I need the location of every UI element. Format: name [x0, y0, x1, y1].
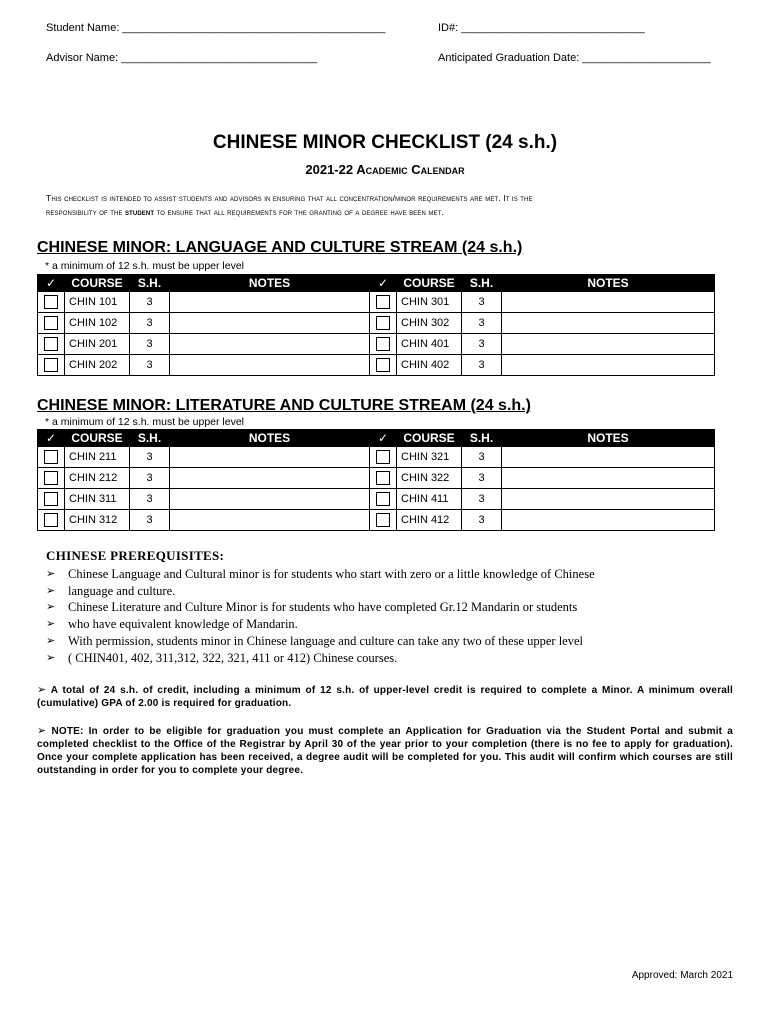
- table-row: [38, 334, 715, 355]
- intro-emphasis: student: [125, 207, 155, 217]
- checkbox-cell[interactable]: [370, 510, 397, 531]
- course-cell: CHIN 101: [65, 292, 130, 313]
- checkbox-cell[interactable]: [38, 292, 65, 313]
- notes-cell[interactable]: [170, 292, 370, 313]
- table-row: [38, 292, 715, 313]
- course-cell: CHIN 102: [65, 313, 130, 334]
- table-row: [38, 510, 715, 531]
- checkbox[interactable]: [376, 295, 390, 309]
- checkbox-cell[interactable]: [370, 313, 397, 334]
- checkbox[interactable]: [44, 450, 58, 464]
- checkbox[interactable]: [44, 492, 58, 506]
- section-title-literature: CHINESE MINOR: LITERATURE AND CULTURE STREAM (24 s.h.): [37, 397, 531, 414]
- notes-cell[interactable]: [502, 447, 715, 468]
- sh-cell: 3: [462, 355, 502, 376]
- arrow-bullet-icon: ➢: [46, 617, 56, 631]
- sh-cell: 3: [462, 334, 502, 355]
- arrow-bullet-icon: ➢: [46, 633, 56, 647]
- notes-cell[interactable]: [170, 447, 370, 468]
- notes-cell[interactable]: [502, 292, 715, 313]
- notes-cell[interactable]: [170, 510, 370, 531]
- checkbox[interactable]: [44, 337, 58, 351]
- course-cell: CHIN 401: [397, 334, 462, 355]
- checkbox-cell[interactable]: [370, 334, 397, 355]
- graduation-note-text: NOTE: In order to be eligible for graduation you must complete an Application for Graduation via the Student Portal and submit a completed checklist to the Office of the Registrar by April 30 of the year prior to your completion (there is no fee to apply for graduation). Once your complete application has been received, a degree audit will be completed for you. This audit will confirm which courses are still outstanding in order for you to complete your degree.: [37, 726, 733, 776]
- notes-cell[interactable]: [170, 313, 370, 334]
- section-note-language: * a minimum of 12 s.h. must be upper level: [45, 260, 245, 272]
- course-header: COURSE: [65, 430, 130, 447]
- table-row: [38, 355, 715, 376]
- student-name-field: Student Name: ___________________________________________: [46, 22, 386, 34]
- notes-cell[interactable]: [502, 313, 715, 334]
- course-cell: CHIN 402: [397, 355, 462, 376]
- course-cell: CHIN 412: [397, 510, 462, 531]
- checkbox[interactable]: [44, 316, 58, 330]
- sh-header: S.H.: [130, 275, 170, 292]
- checkbox[interactable]: [376, 358, 390, 372]
- page-title: CHINESE MINOR CHECKLIST (24 s.h.): [212, 132, 558, 153]
- list-item: [46, 616, 686, 633]
- notes-cell[interactable]: [502, 468, 715, 489]
- notes-cell[interactable]: [502, 355, 715, 376]
- course-header: COURSE: [65, 275, 130, 292]
- sh-cell: 3: [130, 468, 170, 489]
- checkbox[interactable]: [44, 471, 58, 485]
- course-cell: CHIN 411: [397, 489, 462, 510]
- arrow-bullet-icon: ➢: [46, 650, 56, 664]
- sh-cell: 3: [130, 313, 170, 334]
- arrow-bullet-icon: ➢: [46, 600, 56, 614]
- checkbox[interactable]: [376, 471, 390, 485]
- prerequisite-text: With permission, students minor in Chinese language and culture can take any two of these upper level: [68, 633, 583, 648]
- arrow-bullet-icon: ➢: [46, 567, 56, 580]
- sh-cell: 3: [462, 468, 502, 489]
- prerequisite-text: who have equivalent knowledge of Mandarin.: [68, 617, 298, 632]
- notes-cell[interactable]: [170, 489, 370, 510]
- checkbox[interactable]: [376, 492, 390, 506]
- sh-cell: 3: [130, 355, 170, 376]
- id-field: ID#: ______________________________: [438, 22, 645, 34]
- checkbox-cell[interactable]: [38, 334, 65, 355]
- checkbox-cell[interactable]: [370, 355, 397, 376]
- table-header-row: [38, 275, 715, 292]
- notes-header: NOTES: [502, 275, 715, 292]
- course-header: COURSE: [397, 430, 462, 447]
- sh-cell: 3: [130, 292, 170, 313]
- checkbox[interactable]: [44, 513, 58, 527]
- arrow-bullet-icon: ➢: [46, 583, 56, 597]
- table-row: [38, 489, 715, 510]
- checkbox[interactable]: [376, 513, 390, 527]
- list-item: [46, 650, 686, 667]
- intro-line-2a: responsibility of the: [46, 207, 126, 217]
- list-item: [46, 633, 686, 650]
- prerequisite-text: Chinese Literature and Culture Minor is for students who have completed Gr.12 Mandarin or students: [68, 600, 578, 615]
- course-cell: CHIN 312: [65, 510, 130, 531]
- checkbox-cell[interactable]: [370, 447, 397, 468]
- sh-cell: 3: [130, 334, 170, 355]
- course-cell: CHIN 212: [65, 468, 130, 489]
- checkbox[interactable]: [44, 295, 58, 309]
- list-item: [46, 583, 686, 600]
- table-row: [38, 468, 715, 489]
- arrow-bullet-icon: ➢: [37, 724, 47, 737]
- sh-cell: 3: [130, 489, 170, 510]
- notes-header: NOTES: [502, 430, 715, 447]
- intro-line-1: This checklist is intended to assist students and advisors in ensuring that all concentration/minor requirements are met. It is the: [46, 193, 533, 203]
- credit-requirement-text: A total of 24 s.h. of credit, including a minimum of 12 s.h. of upper-level credit is required to complete a Minor. A minimum overall (cumulative) GPA of 2.00 is required for graduation.: [37, 685, 733, 709]
- notes-cell[interactable]: [170, 334, 370, 355]
- checkbox-cell[interactable]: [38, 447, 65, 468]
- checkbox[interactable]: [376, 316, 390, 330]
- check-header: ✓: [370, 430, 397, 447]
- course-cell: CHIN 311: [65, 489, 130, 510]
- sh-cell: 3: [130, 447, 170, 468]
- sh-cell: 3: [462, 313, 502, 334]
- checkbox[interactable]: [44, 358, 58, 372]
- sh-cell: 3: [462, 447, 502, 468]
- page-subtitle: 2021-22 Academic Calendar: [305, 162, 465, 177]
- checkbox-cell[interactable]: [38, 355, 65, 376]
- prerequisite-text: ( CHIN401, 402, 311,312, 322, 321, 411 or 412) Chinese courses.: [68, 650, 398, 665]
- checkbox-cell[interactable]: [38, 313, 65, 334]
- list-item: [46, 566, 686, 583]
- course-cell: CHIN 321: [397, 447, 462, 468]
- checkbox-cell[interactable]: [370, 468, 397, 489]
- course-cell: CHIN 302: [397, 313, 462, 334]
- prerequisites-block: [46, 548, 686, 666]
- checkbox-cell[interactable]: [370, 489, 397, 510]
- check-header: ✓: [370, 275, 397, 292]
- checkbox-cell[interactable]: [38, 510, 65, 531]
- notes-cell[interactable]: [502, 334, 715, 355]
- sh-header: S.H.: [462, 430, 502, 447]
- course-cell: CHIN 301: [397, 292, 462, 313]
- prerequisite-text: Chinese Language and Cultural minor is for students who start with zero or a little knowledge of Chinese: [68, 567, 595, 581]
- sh-cell: 3: [130, 510, 170, 531]
- prerequisites-title: CHINESE PREREQUISITES:: [46, 548, 225, 563]
- intro-line-2: [46, 205, 736, 219]
- credit-requirement-note: [37, 683, 733, 710]
- checkbox[interactable]: [376, 337, 390, 351]
- intro-line-2c: to ensure that all requirements for the granting of a degree have been met.: [154, 207, 444, 217]
- notes-header: NOTES: [170, 275, 370, 292]
- sh-header: S.H.: [462, 275, 502, 292]
- prerequisites-list: [46, 566, 686, 666]
- notes-cell[interactable]: [170, 468, 370, 489]
- course-cell: CHIN 201: [65, 334, 130, 355]
- notes-header: NOTES: [170, 430, 370, 447]
- notes-cell[interactable]: [170, 355, 370, 376]
- check-header: ✓: [38, 275, 65, 292]
- graduation-date-field: Anticipated Graduation Date: _____________________: [438, 52, 711, 64]
- notes-cell[interactable]: [502, 510, 715, 531]
- section-title-language: CHINESE MINOR: LANGUAGE AND CULTURE STREAM (24 s.h.): [37, 239, 523, 256]
- section-note-literature: * a minimum of 12 s.h. must be upper level: [45, 416, 245, 428]
- sh-cell: 3: [462, 510, 502, 531]
- sh-cell: 3: [462, 292, 502, 313]
- course-table-language: [37, 274, 715, 376]
- checkbox-cell[interactable]: [370, 292, 397, 313]
- advisor-name-field: Advisor Name: ________________________________: [46, 52, 317, 64]
- table-row: [38, 313, 715, 334]
- graduation-note: [37, 724, 733, 777]
- approval-date: Approved: March 2021: [631, 970, 733, 981]
- notes-cell[interactable]: [502, 489, 715, 510]
- checkbox-cell[interactable]: [38, 489, 65, 510]
- intro-text: [46, 191, 736, 219]
- prerequisite-text: language and culture.: [68, 583, 176, 598]
- course-cell: CHIN 322: [397, 468, 462, 489]
- table-header-row: [38, 430, 715, 447]
- table-row: [38, 447, 715, 468]
- checkbox-cell[interactable]: [38, 468, 65, 489]
- arrow-bullet-icon: ➢: [37, 683, 47, 696]
- course-cell: CHIN 211: [65, 447, 130, 468]
- sh-header: S.H.: [130, 430, 170, 447]
- checkbox[interactable]: [376, 450, 390, 464]
- list-item: [46, 599, 686, 616]
- course-table-literature: [37, 429, 715, 531]
- check-header: ✓: [38, 430, 65, 447]
- course-cell: CHIN 202: [65, 355, 130, 376]
- course-header: COURSE: [397, 275, 462, 292]
- sh-cell: 3: [462, 489, 502, 510]
